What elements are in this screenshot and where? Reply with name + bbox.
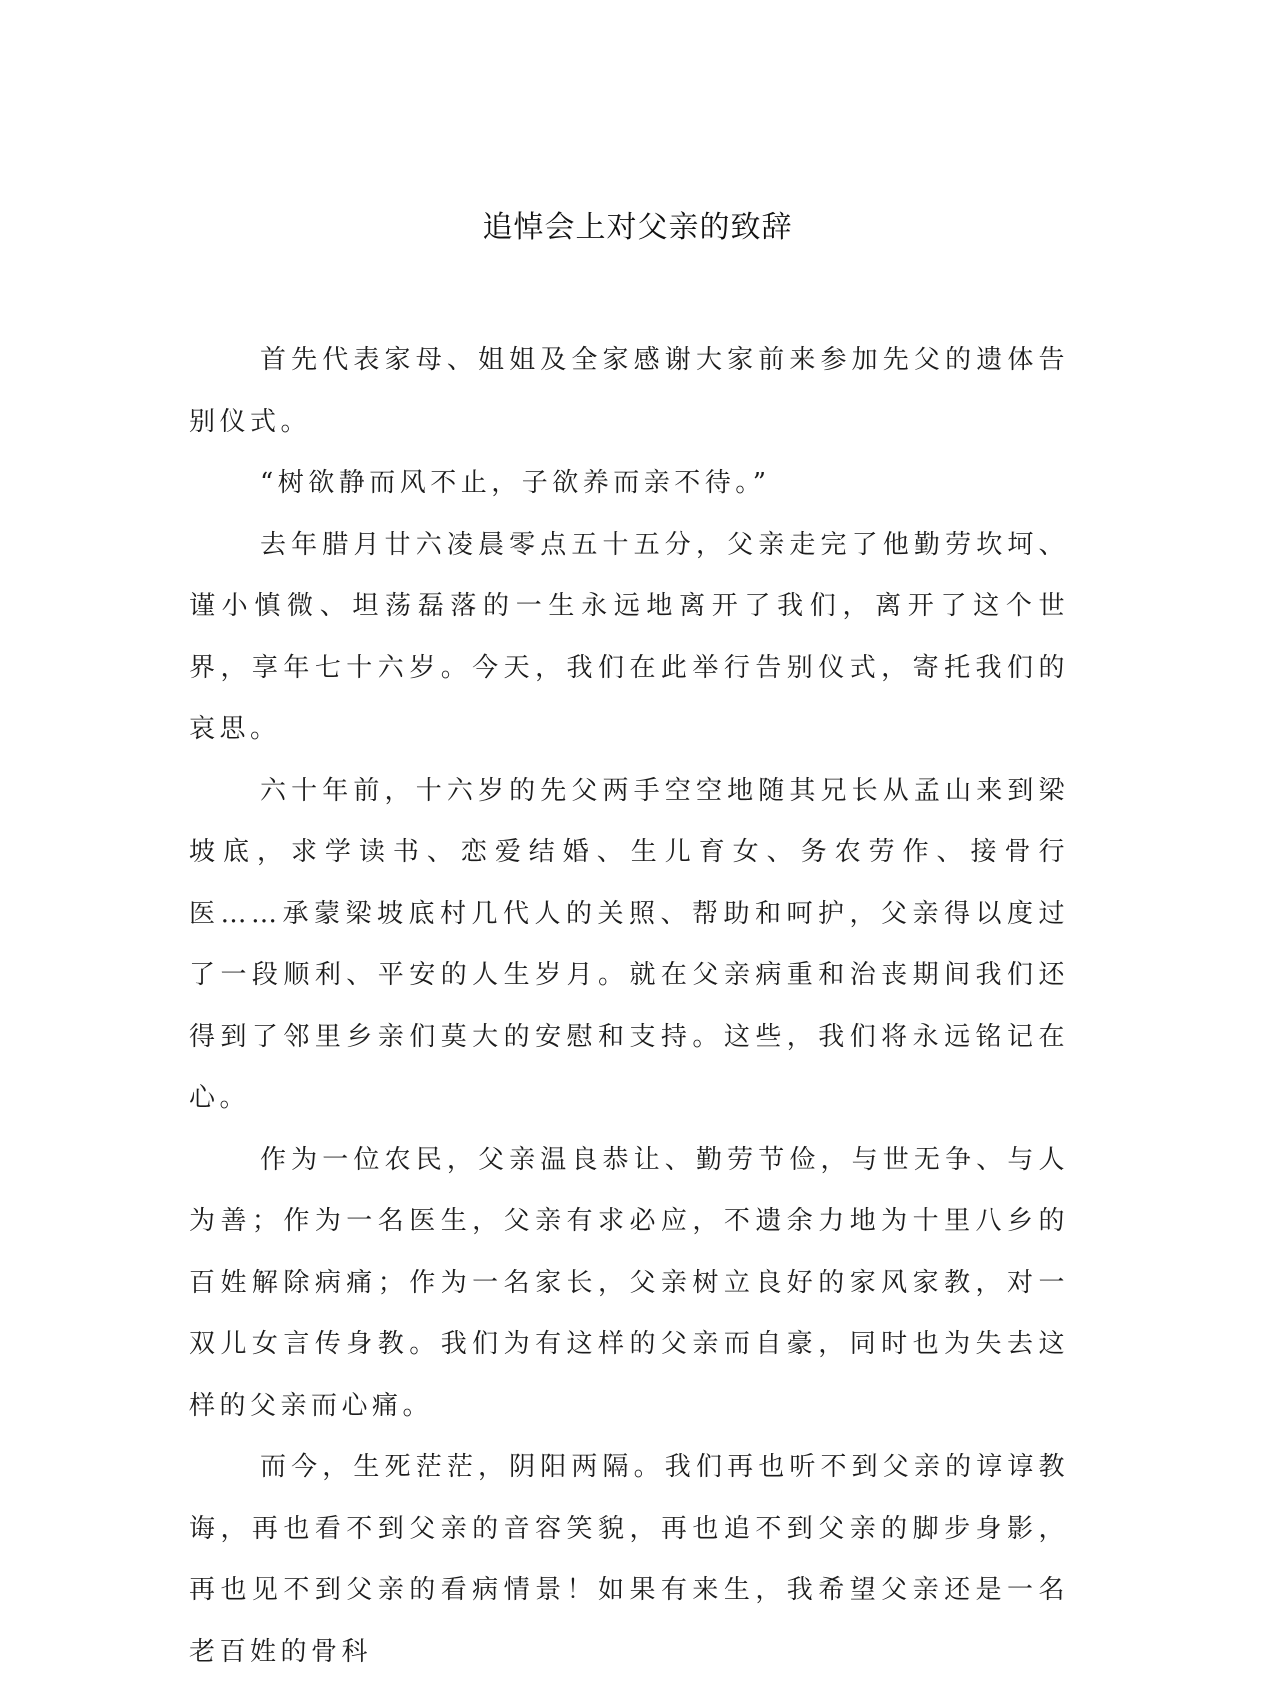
paragraph-farewell: 而今，生死茫茫，阴阳两隔。我们再也听不到父亲的谆谆教诲，再也看不到父亲的音容笑貌，再也追不到父亲的脚步身影，再也见不到父亲的看病情景！如果有来生，我希望父亲还是一名老百姓的骨科 bbox=[189, 1452, 1069, 1667]
paragraph-character: 作为一位农民，父亲温良恭让、勤劳节俭，与世无争、与人为善；作为一名医生，父亲有求必应，不遗余力地为十里八乡的百姓解除病痛；作为一名家长，父亲树立良好的家风家教，对一双儿女言传身教。我们为有这样的父亲而自豪，同时也为失去这样的父亲而心痛。 bbox=[189, 1144, 1069, 1421]
paragraph-quote: “树欲静而风不止，子欲养而亲不待。” bbox=[260, 468, 771, 498]
document-title: 追悼会上对父亲的致辞 bbox=[482, 210, 793, 245]
document-body bbox=[189, 330, 1069, 1683]
paragraph-history: 六十年前，十六岁的先父两手空空地随其兄长从孟山来到梁坡底，求学读书、恋爱结婚、生儿育女、务农劳作、接骨行医……承蒙梁坡底村几代人的关照、帮助和呵护，父亲得以度过了一段顺利、平安的人生岁月。就在父亲病重和治丧期间我们还得到了邻里乡亲们莫大的安慰和支持。这些，我们将永远铭记在心。 bbox=[189, 775, 1069, 1113]
paragraph-thanks: 首先代表家母、姐姐及全家感谢大家前来参加先父的遗体告别仪式。 bbox=[189, 345, 1069, 437]
paragraph-passing: 去年腊月廿六凌晨零点五十五分，父亲走完了他勤劳坎坷、谨小慎微、坦荡磊落的一生永远地离开了我们，离开了这个世界，享年七十六岁。今天，我们在此举行告别仪式，寄托我们的哀思。 bbox=[189, 529, 1069, 744]
